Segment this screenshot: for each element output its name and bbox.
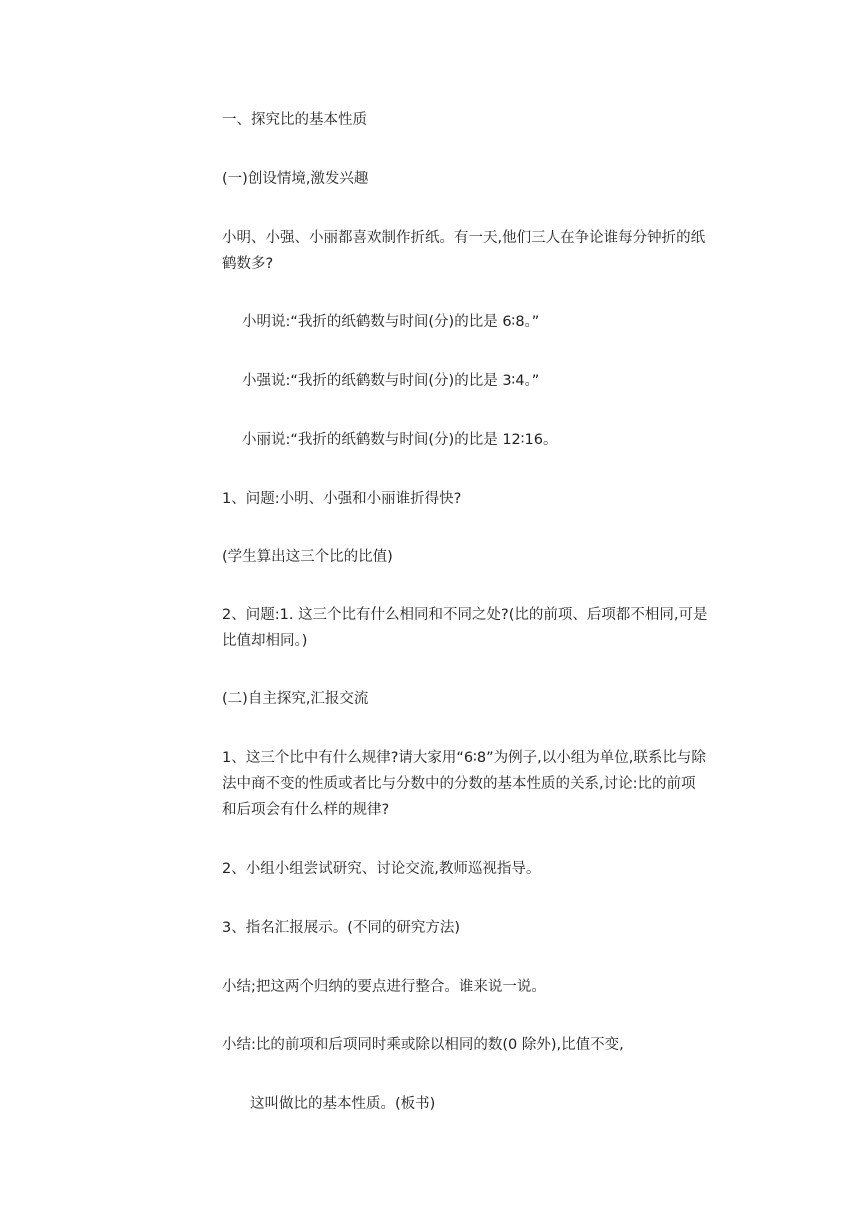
question-2-line-2: 比值却相同。)	[222, 633, 308, 649]
step-1-line-2: 法中商不变的性质或者比与分数中的分数的基本性质的关系,讨论:比的前项	[222, 776, 696, 792]
step-3: 3、指名汇报展示。(不同的研究方法)	[222, 920, 461, 936]
quote-xiaoli: 小丽说:“我折的纸鹤数与时间(分)的比是 12∶16。	[242, 432, 558, 448]
summary-2: 小结:比的前项和后项同时乘或除以相同的数(0 除外),比值不变,	[222, 1037, 624, 1053]
question-1: 1、问题:小明、小强和小丽谁折得快?	[222, 491, 462, 507]
student-calc-note: (学生算出这三个比的比值)	[222, 549, 393, 565]
summary-2-continued: 这叫做比的基本性质。(板书)	[250, 1096, 436, 1112]
quote-xiaoqiang: 小强说:“我折的纸鹤数与时间(分)的比是 3∶4。”	[242, 373, 540, 389]
section2-title: (二)自主探究,汇报交流	[222, 691, 369, 707]
summary-1: 小结;把这两个归纳的要点进行整合。谁来说一说。	[222, 979, 546, 995]
section1-title: (一)创设情境,激发兴趣	[222, 171, 369, 187]
question-2-line-1: 2、问题:1. 这三个比有什么相同和不同之处?(比的前项、后项都不相同,可是	[222, 607, 708, 623]
intro-line-1: 小明、小强、小丽都喜欢制作折纸。有一天,他们三人在争论谁每分钟折的纸	[222, 230, 706, 246]
heading: 一、探究比的基本性质	[222, 112, 367, 128]
quote-xiaoming: 小明说:“我折的纸鹤数与时间(分)的比是 6∶8。”	[242, 314, 540, 330]
step-2: 2、小组小组尝试研究、讨论交流,教师巡视指导。	[222, 861, 541, 877]
intro-line-2: 鹤数多?	[222, 256, 274, 272]
step-1-line-3: 和后项会有什么样的规律?	[222, 802, 390, 818]
step-1-line-1: 1、这三个比中有什么规律?请大家用“6∶8”为例子,以小组为单位,联系比与除	[222, 750, 706, 766]
